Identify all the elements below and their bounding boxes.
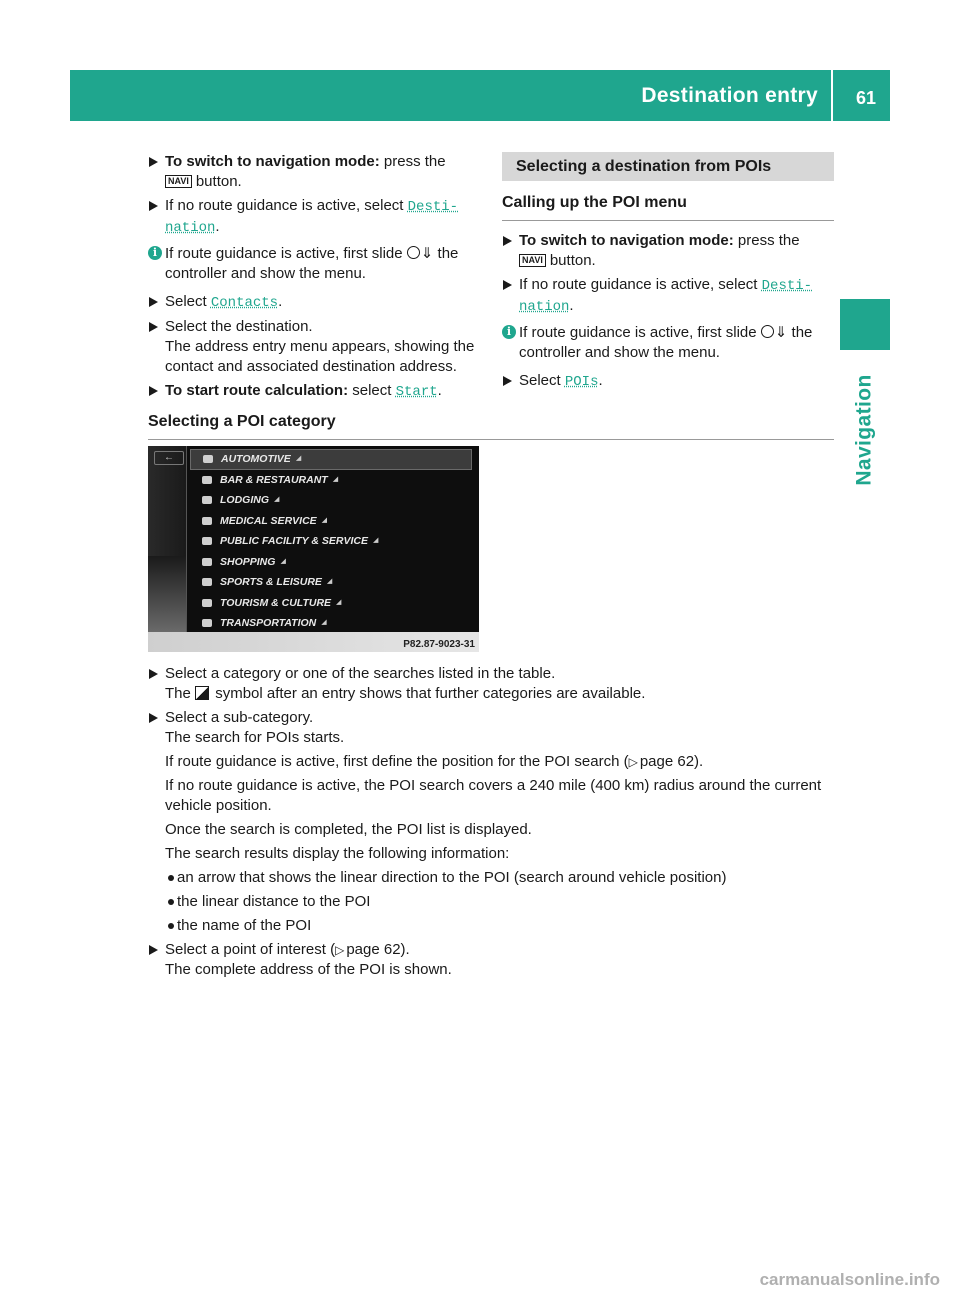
paragraph [165,752,838,772]
step-text: . [437,382,442,399]
watermark: carmanualsonline.info [759,1270,940,1289]
info-note [502,323,834,363]
screen-glow [148,556,186,632]
step-text: press the [383,153,446,170]
start-menu-link[interactable]: Start [395,384,438,400]
back-button[interactable]: ← [154,451,184,465]
subcategory-arrow-icon: ◢ [326,578,333,586]
tourism-culture-icon [202,599,212,607]
page-ref-link[interactable]: page 62). [639,753,704,770]
info-note [148,244,483,284]
poi-category-label: AUTOMOTIVE [221,453,291,466]
step-select-dest [148,317,483,377]
info-text: the controller and show the menu. [519,324,813,361]
info-text: the controller and show the menu. [165,245,459,282]
section-heading: Selecting a POI category [148,412,834,440]
side-section-label [840,360,890,500]
step-text: symbol after an entry shows that further categories are available. [215,685,646,702]
step-select-destination [148,196,483,238]
step-text: press the [737,232,800,249]
step-text: The complete address of the POI is shown. [165,961,452,978]
info-icon: i [502,325,516,339]
step-text: Select a category or one of the searches listed in the table. [165,665,556,682]
step-select-poi [148,940,838,980]
poi-category-screen [148,446,479,652]
poi-category-label: BAR & RESTAURANT [220,473,328,486]
sports-leisure-icon [202,578,212,586]
step-start-route [148,381,483,402]
step-text: Select a sub-category. [165,709,314,726]
poi-category-list [190,449,472,634]
poi-category-label: SHOPPING [220,555,276,568]
poi-category-label: PUBLIC FACILITY & SERVICE [220,535,368,548]
page-ref-link[interactable]: page 62). [346,941,410,958]
transportation-icon [202,619,212,627]
navi-key-icon: NAVI [519,254,546,267]
step-text: The search for POIs starts. [165,729,345,746]
poi-category-lodging[interactable] [190,490,472,511]
right-column [502,152,834,396]
info-text: If route guidance is active, first slide [165,245,403,262]
step-text: The [165,685,191,702]
header-divider [831,70,833,121]
step-text: . [215,218,220,235]
poi-category-label: TOURISM & CULTURE [220,596,332,609]
step-select-category [148,664,838,704]
page-number: 61 [855,88,876,108]
subcategory-arrow-icon: ◢ [321,516,328,524]
paragraph: The search results display the following information: [165,845,510,862]
image-reference-code: P82.87-9023-31 [403,639,475,650]
step-text: The address entry menu appears, showing the contact and associated destination address. [165,338,475,375]
lodging-icon [202,496,212,504]
step-text: . [569,297,574,314]
subcategory-arrow-icon: ◢ [336,598,342,606]
shopping-icon [202,558,212,566]
list-item: an arrow that shows the linear direction to the POI (search around vehicle position) [148,868,838,888]
poi-category-tourism-culture[interactable] [190,593,472,614]
poi-category-label: SPORTS & LEISURE [220,576,322,589]
paragraph-text: If route guidance is active, first define the position for the POI search ( [165,753,629,770]
step-text: . [278,293,283,310]
poi-category-bar-restaurant[interactable] [190,470,472,491]
info-text: If route guidance is active, first slide [519,324,757,341]
sub-heading: Calling up the POI menu [502,193,834,221]
pois-menu-link[interactable]: POIs [564,374,599,390]
screen-divider [186,446,187,632]
side-tab-marker [840,299,890,350]
controller-icon [761,325,774,338]
page-ref-icon: ▷ [335,943,345,957]
step-text: . [598,372,603,389]
chapter-title: Destination entry [641,84,818,107]
step-text: button. [549,252,596,269]
section-box-heading: Selecting a destination from POIs [502,152,834,181]
paragraph: Once the search is completed, the POI list is displayed. [165,821,532,838]
step-select-contacts [148,292,483,313]
controller-icon [407,246,420,259]
step-text: If no route guidance is active, select [165,197,404,214]
public-facility-icon [202,537,212,545]
step-switch-navi [148,152,483,192]
step-text: If no route guidance is active, select [519,276,758,293]
step-text: Select a point of interest ( [165,941,336,958]
step-select-subcategory [148,708,838,748]
step-switch-navi [502,231,834,271]
lower-instructions [148,664,838,984]
poi-category-label: TRANSPORTATION [220,617,317,630]
info-icon: i [148,246,162,260]
poi-category-shopping[interactable] [190,552,472,573]
subcategory-arrow-icon: ◢ [295,455,302,463]
step-bold: To switch to navigation mode: [519,232,734,249]
step-select-destination [502,275,834,317]
bar-restaurant-icon [202,476,212,484]
poi-category-label: LODGING [220,494,269,507]
poi-category-sports-leisure[interactable] [190,572,472,593]
subcategory-symbol-icon [195,686,209,700]
step-bold: To switch to navigation mode: [165,153,380,170]
subcategory-arrow-icon: ◢ [332,475,339,483]
list-item: the linear distance to the POI [148,892,838,912]
medical-cross-icon [202,517,212,525]
step-text: Select [165,293,207,310]
step-text: select [352,382,392,399]
controller-arrow-icon: ⇓ [420,245,434,262]
poi-category-label: MEDICAL SERVICE [220,514,317,527]
automotive-icon [203,455,213,463]
left-column [148,152,483,406]
page-ref-icon: ▷ [628,755,638,769]
poi-category-automotive[interactable] [190,449,472,470]
paragraph: If no route guidance is active, the POI search covers a 240 mile (400 km) radius around the current vehicle position. [165,777,822,814]
contacts-menu-link[interactable]: Contacts [210,295,279,311]
step-text: button. [195,173,242,190]
destination-menu-link[interactable]: Desti‐ nation [165,199,459,236]
step-bold: To start route calculation: [165,382,349,399]
subcategory-arrow-icon: ◢ [274,496,280,504]
poi-category-transportation[interactable] [190,613,472,634]
destination-menu-link[interactable]: Desti‐ nation [519,278,813,315]
subcategory-arrow-icon: ◢ [280,557,286,565]
poi-category-medical-service[interactable] [190,511,472,532]
list-item: the name of the POI [148,916,838,936]
poi-category-public-facility[interactable] [190,531,472,552]
step-select-pois [502,371,834,392]
side-section-text: Navigation [853,374,877,486]
header-bar [70,70,890,121]
subcategory-arrow-icon: ◢ [373,537,379,545]
step-text: Select [519,372,561,389]
step-text: Select the destination. [165,318,313,335]
controller-arrow-icon: ⇓ [774,324,788,341]
subcategory-arrow-icon: ◢ [321,619,327,627]
navi-key-icon: NAVI [165,175,192,188]
